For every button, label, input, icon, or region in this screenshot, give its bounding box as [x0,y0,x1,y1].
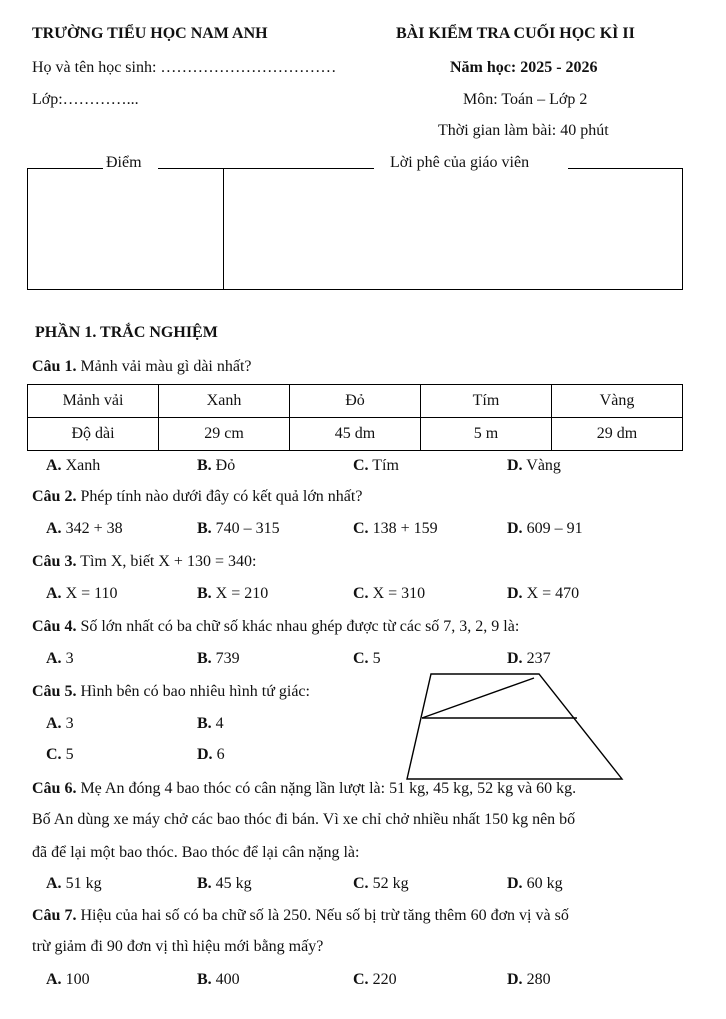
option-b: B. 45 kg [197,875,252,892]
question-6: Câu 6. Mẹ An đóng 4 bao thóc có cân nặng lần lượt là: 51 kg, 45 kg, 52 kg và 60 kg. [32,780,577,797]
question-6-line-2: Bố An dùng xe máy chở các bao thóc đi bán. Vì xe chỉ chở nhiều nhất 150 kg nên bố [32,811,576,828]
question-5: Câu 5. Hình bên có bao nhiêu hình tứ giác: [32,683,310,700]
option-b: B. Đỏ [197,457,236,474]
option-a: A. 100 [46,971,90,988]
table-cell: Tím [421,385,552,418]
option-d: D. 609 – 91 [507,520,583,537]
duration: Thời gian làm bài: 40 phút [438,122,609,139]
score-label: Điểm [106,154,142,171]
trapezoid-outline [407,674,622,779]
option-a: A. 51 kg [46,875,102,892]
option-b: B. 400 [197,971,240,988]
option-d: D. 60 kg [507,875,563,892]
section-title: PHẦN 1. TRẮC NGHIỆM [35,324,218,341]
question-text: Mảnh vải màu gì dài nhất? [76,358,252,375]
question-label: Câu 1. [32,358,77,375]
class-field: Lớp:…………... [32,91,139,108]
question-7: Câu 7. Hiệu của hai số có ba chữ số là 250. Nếu số bị trừ tăng thêm 60 đơn vị và số [32,907,569,924]
table-cell: 29 dm [552,418,683,451]
option-b: B. 739 [197,650,240,667]
school-year: Năm học: 2025 - 2026 [450,59,598,76]
option-a: A. X = 110 [46,585,118,602]
table-cell: Đỏ [290,385,421,418]
option-c: C. 52 kg [353,875,409,892]
question-2: Câu 2. Phép tính nào dưới đây có kết quả lớn nhất? [32,488,363,505]
option-b: B. 740 – 315 [197,520,280,537]
table-cell: Độ dài [28,418,159,451]
diagonal-line [422,678,534,718]
option-a: A. Xanh [46,457,101,474]
exam-title: BÀI KIỂM TRA CUỐI HỌC KÌ II [396,25,635,42]
option-c: C. X = 310 [353,585,426,602]
option-c: C. 5 [353,650,381,667]
option-c: C. 138 + 159 [353,520,438,537]
table-cell: 45 dm [290,418,421,451]
table-cell: Mảnh vải [28,385,159,418]
option-a: A. 342 + 38 [46,520,123,537]
option-a: A. 3 [46,715,74,732]
option-d: D. X = 470 [507,585,580,602]
table-cell: Vàng [552,385,683,418]
option-d: D. 6 [197,746,225,763]
subject: Môn: Toán – Lớp 2 [463,91,588,108]
option-d: D. 237 [507,650,551,667]
option-b: B. X = 210 [197,585,269,602]
table-cell: 29 cm [159,418,290,451]
option-c: C. 220 [353,971,397,988]
option-d: D. 280 [507,971,551,988]
school-name: TRƯỜNG TIỂU HỌC NAM ANH [32,25,268,42]
teacher-comment-label: Lời phê của giáo viên [390,154,530,171]
table-cell: 5 m [421,418,552,451]
option-c: C. 5 [46,746,74,763]
table-cell: Xanh [159,385,290,418]
option-a: A. 3 [46,650,74,667]
student-name-field: Họ và tên học sinh: …………………………… [32,59,337,76]
option-b: B. 4 [197,715,224,732]
question-3: Câu 3. Tìm X, biết X + 130 = 340: [32,553,257,570]
option-d: D. Vàng [507,457,561,474]
question-7-line-2: trừ giảm đi 90 đơn vị thì hiệu mới bằng mấy? [32,938,324,955]
question-6-line-3: đã để lại một bao thóc. Bao thóc để lại cân nặng là: [32,844,360,861]
question-4: Câu 4. Số lớn nhất có ba chữ số khác nhau ghép được từ các số 7, 3, 2, 9 là: [32,618,520,635]
option-c: C. Tím [353,457,399,474]
